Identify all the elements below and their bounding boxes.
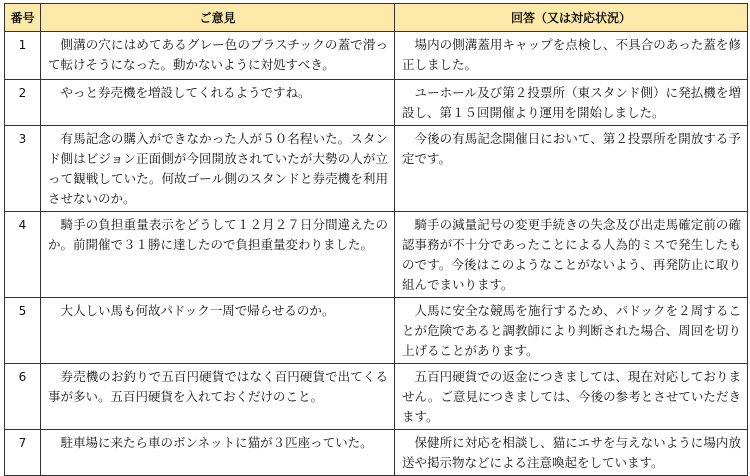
answer-text: 場内の側溝蓋用キャップを点検し、不具合のあった蓋を修正しました。 bbox=[402, 37, 741, 72]
opinion-text: 騎手の負担重量表示をどうして１２月２７日分間違えたのか。前開催で３１勝に達したので負担重量変わりました。 bbox=[48, 217, 388, 252]
opinion-cell bbox=[41, 32, 395, 80]
table-row bbox=[5, 364, 748, 430]
opinion-cell bbox=[41, 298, 395, 364]
row-number: 3 bbox=[5, 126, 41, 212]
feedback-table bbox=[4, 3, 748, 476]
opinion-text: 側溝の穴にはめてあるグレー色のプラスチックの蓋で滑って転けそうになった。動かないように対処すべき。 bbox=[48, 37, 388, 72]
answer-cell bbox=[395, 80, 748, 126]
opinion-cell bbox=[41, 364, 395, 430]
table-row bbox=[5, 80, 748, 126]
answer-cell bbox=[395, 212, 748, 298]
table-row bbox=[5, 212, 748, 298]
answer-cell bbox=[395, 126, 748, 212]
row-number: 5 bbox=[5, 298, 41, 364]
answer-cell bbox=[395, 430, 748, 476]
opinion-cell bbox=[41, 212, 395, 298]
answer-text: 五百円硬貨での返金につきましては、現在対応しておりません。ご意見につきましては、今後の参考とさせていただきます。 bbox=[402, 369, 741, 424]
opinion-cell bbox=[41, 80, 395, 126]
opinion-cell bbox=[41, 126, 395, 212]
opinion-text: 駐車場に来たら車のボンネットに猫が３匹座っていた。 bbox=[60, 435, 373, 450]
answer-text: 保健所に対応を相談し、猫にエサを与えないように場内放送や掲示物などによる注意喚起をしています。 bbox=[402, 435, 741, 470]
opinion-cell bbox=[41, 430, 395, 476]
row-number: 6 bbox=[5, 364, 41, 430]
opinion-text: やっと券売機を増設してくれるようですね。 bbox=[60, 85, 311, 100]
table-row bbox=[5, 126, 748, 212]
header-answer: 回答（又は対応状況） bbox=[395, 4, 748, 32]
opinion-text: 券売機のお釣りで五百円硬貨ではなく百円硬貨で出てくる事が多い。五百円硬貨を入れておくだけのこと。 bbox=[48, 369, 388, 404]
table-row bbox=[5, 32, 748, 80]
answer-text: 人馬に安全な競馬を施行するため、パドックを２周することが危険であると調教師により判断された場合、周回を切り上げることがあります。 bbox=[402, 303, 741, 358]
answer-cell bbox=[395, 364, 748, 430]
header-number: 番号 bbox=[5, 4, 41, 32]
row-number: 1 bbox=[5, 32, 41, 80]
header-row bbox=[5, 4, 748, 32]
table-row bbox=[5, 430, 748, 476]
answer-cell bbox=[395, 32, 748, 80]
answer-text: ユーホール及び第２投票所（東スタンド側）に発払機を増設し、第１５回開催より運用を開始しました。 bbox=[402, 85, 741, 120]
row-number: 2 bbox=[5, 80, 41, 126]
row-number: 7 bbox=[5, 430, 41, 476]
answer-text: 今後の有馬記念開催日において、第２投票所を開放する予定です。 bbox=[402, 131, 741, 166]
answer-cell bbox=[395, 298, 748, 364]
header-opinion: ご意見 bbox=[41, 4, 395, 32]
row-number: 4 bbox=[5, 212, 41, 298]
answer-text: 騎手の減量記号の変更手続きの失念及び出走馬確定前の確認事務が不十分であったことによる人為的ミスで発生したものです。今後はこのようなことがないよう、再発防止に取り組んでまいります。 bbox=[402, 217, 741, 292]
opinion-text: 大人しい馬も何故パドック一周で帰らせるのか。 bbox=[60, 303, 335, 318]
opinion-text: 有馬記念の購入ができなかった人が５０名程いた。スタンド側はビジョン正面側が今回開放されていたが大勢の人が立って観戦していた。何故ゴール側のスタンドと券売機を利用させないのか。 bbox=[48, 131, 388, 206]
table-row bbox=[5, 298, 748, 364]
